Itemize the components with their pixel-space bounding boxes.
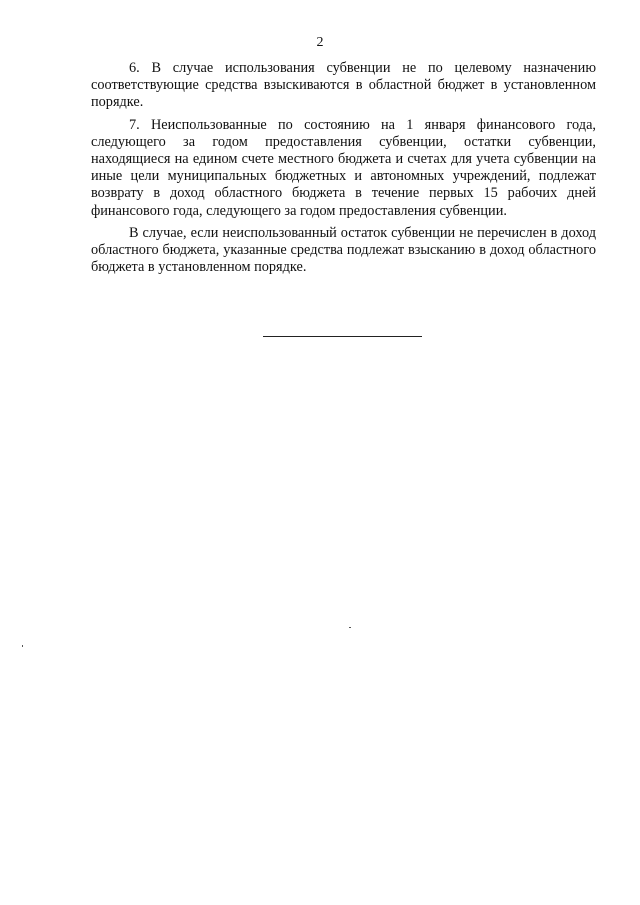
paragraph-clause-7: 7. Неиспользованные по состоянию на 1 января финансового года, следующего за годом предоставления субвенции, остатки субвенции, находящиеся на едином счете местного бюджета и счетах для учета субвенции на иные цели муниципальных бюджетных и автономных учреждений, подлежат возврату в доход областного бюджета в течение первых 15 рабочих дней финансового года, следующего за годом предоставления субвенции. xyxy=(91,116,596,219)
page-number: 2 xyxy=(316,35,324,50)
end-of-text-divider xyxy=(263,336,422,337)
scan-speck xyxy=(22,645,23,647)
scan-speck xyxy=(349,627,351,628)
paragraph-unspent-balance: В случае, если неиспользованный остаток субвенции не перечислен в доход областного бюджета, указанные средства подлежат взысканию в доход областного бюджета в установленном порядке. xyxy=(91,224,596,276)
paragraph-clause-6: 6. В случае использования субвенции не по целевому назначению соответствующие средства взыскиваются в областной бюджет в установленном порядке. xyxy=(91,60,596,111)
document-body xyxy=(91,60,596,276)
